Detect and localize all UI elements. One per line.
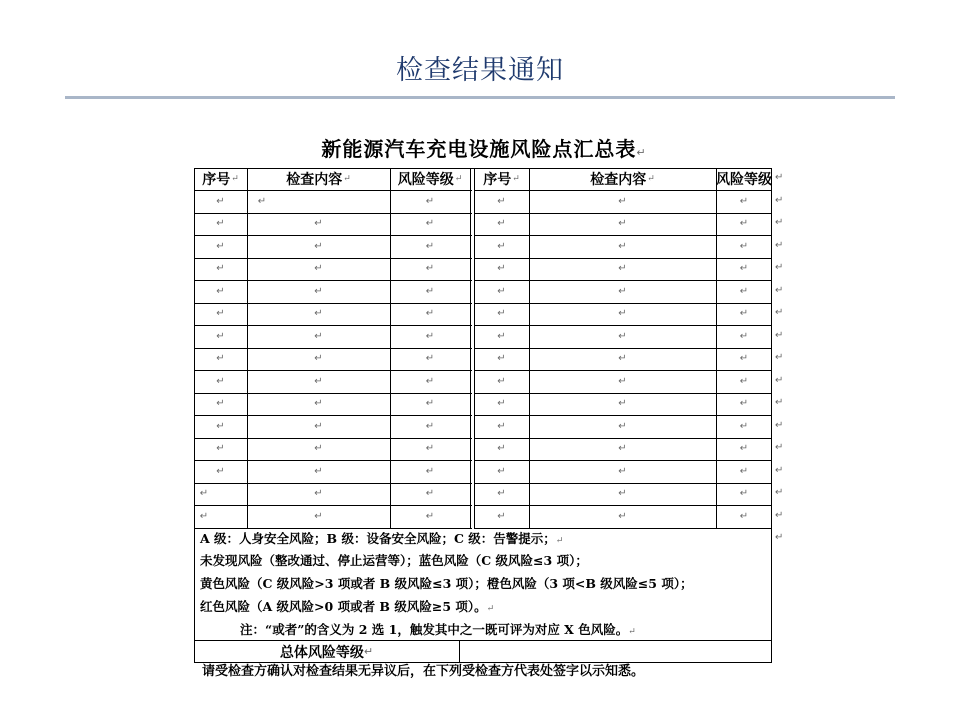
paragraph-mark-icon: ↵	[486, 604, 495, 614]
empty-cell-mark-icon: ↵	[216, 330, 225, 342]
header-content-left	[247, 168, 390, 190]
empty-cell-mark-icon: ↵	[739, 398, 749, 410]
empty-cell-mark-icon: ↵	[425, 375, 435, 387]
empty-cell-mark-icon: ↵	[314, 465, 323, 477]
empty-cell-mark-icon: ↵	[739, 308, 749, 320]
empty-cell-mark-icon: ↵	[425, 420, 435, 432]
row-end-mark-icon: ↵	[775, 217, 784, 228]
empty-cell-mark-icon: ↵	[216, 443, 225, 455]
row-end-mark-icon: ↵	[775, 194, 784, 206]
empty-cell-mark-icon: ↵	[216, 353, 225, 365]
empty-cell-mark-icon: ↵	[497, 398, 506, 410]
empty-cell-mark-icon: ↵	[199, 488, 209, 500]
empty-cell-mark-icon: ↵	[618, 195, 627, 207]
empty-cell-mark-icon: ↵	[618, 240, 627, 252]
empty-cell-mark-icon: ↵	[618, 330, 627, 342]
empty-cell-mark-icon: ↵	[425, 488, 435, 500]
overall-risk-text: 总体风险等级	[279, 644, 364, 661]
row-end-mark-icon: ↵	[775, 442, 784, 453]
row-end-mark-icon: ↵	[775, 262, 784, 273]
empty-cell-mark-icon: ↵	[618, 465, 627, 477]
footer-instruction: 请受检查方确认对检查结果无异议后，在下列受检查方代表处签字以示知悉。	[202, 664, 645, 679]
legend-text: 黄色风险（C 级风险>3 项或者 B 级风险≤3 项）；橙色风险（3 项<B 级风险≤5 项）；	[200, 576, 693, 591]
row-end-mark-icon: ↵	[775, 509, 784, 521]
empty-cell-mark-icon: ↵	[425, 398, 435, 410]
empty-cell-mark-icon: ↵	[216, 465, 225, 477]
empty-cell-mark-icon: ↵	[497, 510, 506, 522]
slide-title: 检查结果通知	[396, 55, 564, 86]
row-end-mark-icon: ↵	[775, 487, 784, 498]
empty-cell-mark-icon: ↵	[314, 285, 323, 297]
empty-cell-mark-icon: ↵	[739, 263, 749, 275]
header-label: 检查内容	[286, 172, 343, 188]
empty-cell-mark-icon: ↵	[618, 218, 627, 230]
empty-cell-mark-icon: ↵	[497, 465, 506, 477]
header-label: 风险等级	[397, 172, 454, 188]
empty-cell-mark-icon: ↵	[314, 330, 323, 342]
empty-cell-mark-icon: ↵	[216, 308, 225, 320]
empty-cell-mark-icon: ↵	[425, 263, 435, 275]
paragraph-mark-icon: ↵	[363, 645, 374, 658]
empty-cell-mark-icon: ↵	[314, 488, 323, 500]
empty-cell-mark-icon: ↵	[618, 285, 627, 297]
empty-cell-mark-icon: ↵	[425, 285, 435, 297]
legend-line-2	[200, 551, 588, 569]
empty-cell-mark-icon: ↵	[497, 195, 506, 207]
empty-cell-mark-icon: ↵	[425, 195, 435, 207]
row-end-mark-icon: ↵	[775, 464, 784, 476]
paragraph-mark-icon: ↵	[647, 174, 655, 184]
header-content-right	[529, 168, 716, 190]
paragraph-mark-icon: ↵	[555, 536, 564, 546]
paragraph-mark-icon: ↵	[636, 146, 647, 159]
empty-cell-mark-icon: ↵	[739, 465, 749, 477]
empty-cell-mark-icon: ↵	[618, 263, 627, 275]
empty-cell-mark-icon: ↵	[739, 285, 749, 297]
legend-text: 红色风险（A 级风险>0 项或者 B 级风险≥5 项）。	[200, 599, 487, 614]
row-end-mark-icon: ↵	[775, 397, 784, 408]
header-label: 序号	[202, 172, 231, 188]
empty-cell-mark-icon: ↵	[216, 420, 225, 432]
legend-line-3	[200, 574, 693, 592]
empty-cell-mark-icon: ↵	[216, 263, 225, 275]
table-title-text: 新能源汽车充电设施风险点汇总表	[321, 137, 637, 161]
empty-cell-mark-icon: ↵	[618, 510, 627, 522]
empty-cell-mark-icon: ↵	[739, 195, 749, 207]
row-end-mark-icon: ↵	[775, 532, 784, 543]
header-label: 风险等级	[716, 172, 772, 188]
legend-note	[240, 620, 636, 638]
empty-cell-mark-icon: ↵	[314, 443, 323, 455]
row-end-mark-icon: ↵	[775, 352, 784, 363]
empty-cell-mark-icon: ↵	[314, 375, 323, 387]
empty-cell-mark-icon: ↵	[618, 353, 627, 365]
legend-line-1	[200, 529, 563, 547]
empty-cell-mark-icon: ↵	[425, 218, 435, 230]
empty-cell-mark-icon: ↵	[497, 420, 506, 432]
empty-cell-mark-icon: ↵	[739, 510, 749, 522]
empty-cell-mark-icon: ↵	[314, 240, 323, 252]
empty-cell-mark-icon: ↵	[739, 375, 749, 387]
header-level-right	[716, 168, 772, 190]
legend-text: 注：“或者”的含义为 2 选 1，触发其中之一既可评为对应 X 色风险。	[240, 622, 629, 637]
empty-cell-mark-icon: ↵	[739, 330, 749, 342]
empty-cell-mark-icon: ↵	[314, 510, 323, 522]
empty-cell-mark-icon: ↵	[257, 195, 267, 207]
row-end-mark-icon: ↵	[775, 239, 784, 251]
paragraph-mark-icon: ↵	[454, 174, 463, 184]
empty-cell-mark-icon: ↵	[216, 285, 225, 297]
header-seq-right	[474, 168, 529, 190]
empty-cell-mark-icon: ↵	[216, 398, 225, 410]
row-end-mark-icon: ↵	[775, 284, 784, 296]
empty-cell-mark-icon: ↵	[739, 218, 749, 230]
empty-cell-mark-icon: ↵	[314, 263, 323, 275]
empty-cell-mark-icon: ↵	[618, 420, 627, 432]
legend-text: A 级：人身安全风险；B 级：设备安全风险；C 级：告警提示；	[200, 531, 556, 546]
header-level-left	[390, 168, 470, 190]
empty-cell-mark-icon: ↵	[497, 308, 506, 320]
empty-cell-mark-icon: ↵	[425, 465, 435, 477]
column-line	[470, 168, 471, 529]
empty-cell-mark-icon: ↵	[497, 443, 506, 455]
empty-cell-mark-icon: ↵	[314, 420, 323, 432]
empty-cell-mark-icon: ↵	[618, 398, 627, 410]
empty-cell-mark-icon: ↵	[497, 330, 506, 342]
empty-cell-mark-icon: ↵	[216, 375, 225, 387]
empty-cell-mark-icon: ↵	[497, 488, 506, 500]
row-end-mark-icon: ↵	[775, 329, 784, 341]
empty-cell-mark-icon: ↵	[618, 488, 627, 500]
empty-cell-mark-icon: ↵	[314, 398, 323, 410]
row-end-mark-icon: ↵	[775, 307, 784, 318]
header-label: 序号	[483, 172, 512, 188]
empty-cell-mark-icon: ↵	[739, 240, 749, 252]
empty-cell-mark-icon: ↵	[497, 240, 506, 252]
legend-line-4	[200, 597, 494, 615]
row-end-mark-icon: ↵	[775, 419, 784, 431]
risk-summary-table	[194, 168, 772, 679]
header-seq-left	[194, 168, 247, 190]
empty-cell-mark-icon: ↵	[618, 375, 627, 387]
empty-cell-mark-icon: ↵	[618, 443, 627, 455]
empty-cell-mark-icon: ↵	[314, 218, 323, 230]
empty-cell-mark-icon: ↵	[497, 353, 506, 365]
empty-cell-mark-icon: ↵	[497, 218, 506, 230]
paragraph-mark-icon: ↵	[628, 627, 636, 637]
title-divider	[65, 96, 895, 99]
paragraph-mark-icon: ↵	[231, 174, 239, 184]
empty-cell-mark-icon: ↵	[425, 353, 435, 365]
paragraph-mark-icon: ↵	[512, 174, 520, 184]
empty-cell-mark-icon: ↵	[425, 510, 435, 522]
empty-cell-mark-icon: ↵	[425, 443, 435, 455]
header-label: 检查内容	[590, 172, 647, 188]
empty-cell-mark-icon: ↵	[425, 240, 435, 252]
empty-cell-mark-icon: ↵	[216, 195, 225, 207]
empty-cell-mark-icon: ↵	[739, 443, 749, 455]
empty-cell-mark-icon: ↵	[739, 353, 749, 365]
empty-cell-mark-icon: ↵	[739, 420, 749, 432]
empty-cell-mark-icon: ↵	[199, 510, 209, 522]
empty-cell-mark-icon: ↵	[497, 285, 506, 297]
table-title	[195, 133, 773, 162]
empty-cell-mark-icon: ↵	[425, 308, 435, 320]
row-end-mark-icon: ↵	[775, 172, 784, 183]
empty-cell-mark-icon: ↵	[216, 240, 225, 252]
empty-cell-mark-icon: ↵	[425, 330, 435, 342]
empty-cell-mark-icon: ↵	[216, 218, 225, 230]
empty-cell-mark-icon: ↵	[314, 308, 323, 320]
empty-cell-mark-icon: ↵	[739, 488, 749, 500]
legend-text: 未发现风险（整改通过、停止运营等）；蓝色风险（C 级风险≤3 项）；	[200, 553, 588, 568]
row-end-mark-icon: ↵	[775, 374, 784, 386]
empty-cell-mark-icon: ↵	[618, 308, 627, 320]
empty-cell-mark-icon: ↵	[497, 263, 506, 275]
paragraph-mark-icon: ↵	[343, 174, 351, 184]
empty-cell-mark-icon: ↵	[314, 353, 323, 365]
empty-cell-mark-icon: ↵	[497, 375, 506, 387]
